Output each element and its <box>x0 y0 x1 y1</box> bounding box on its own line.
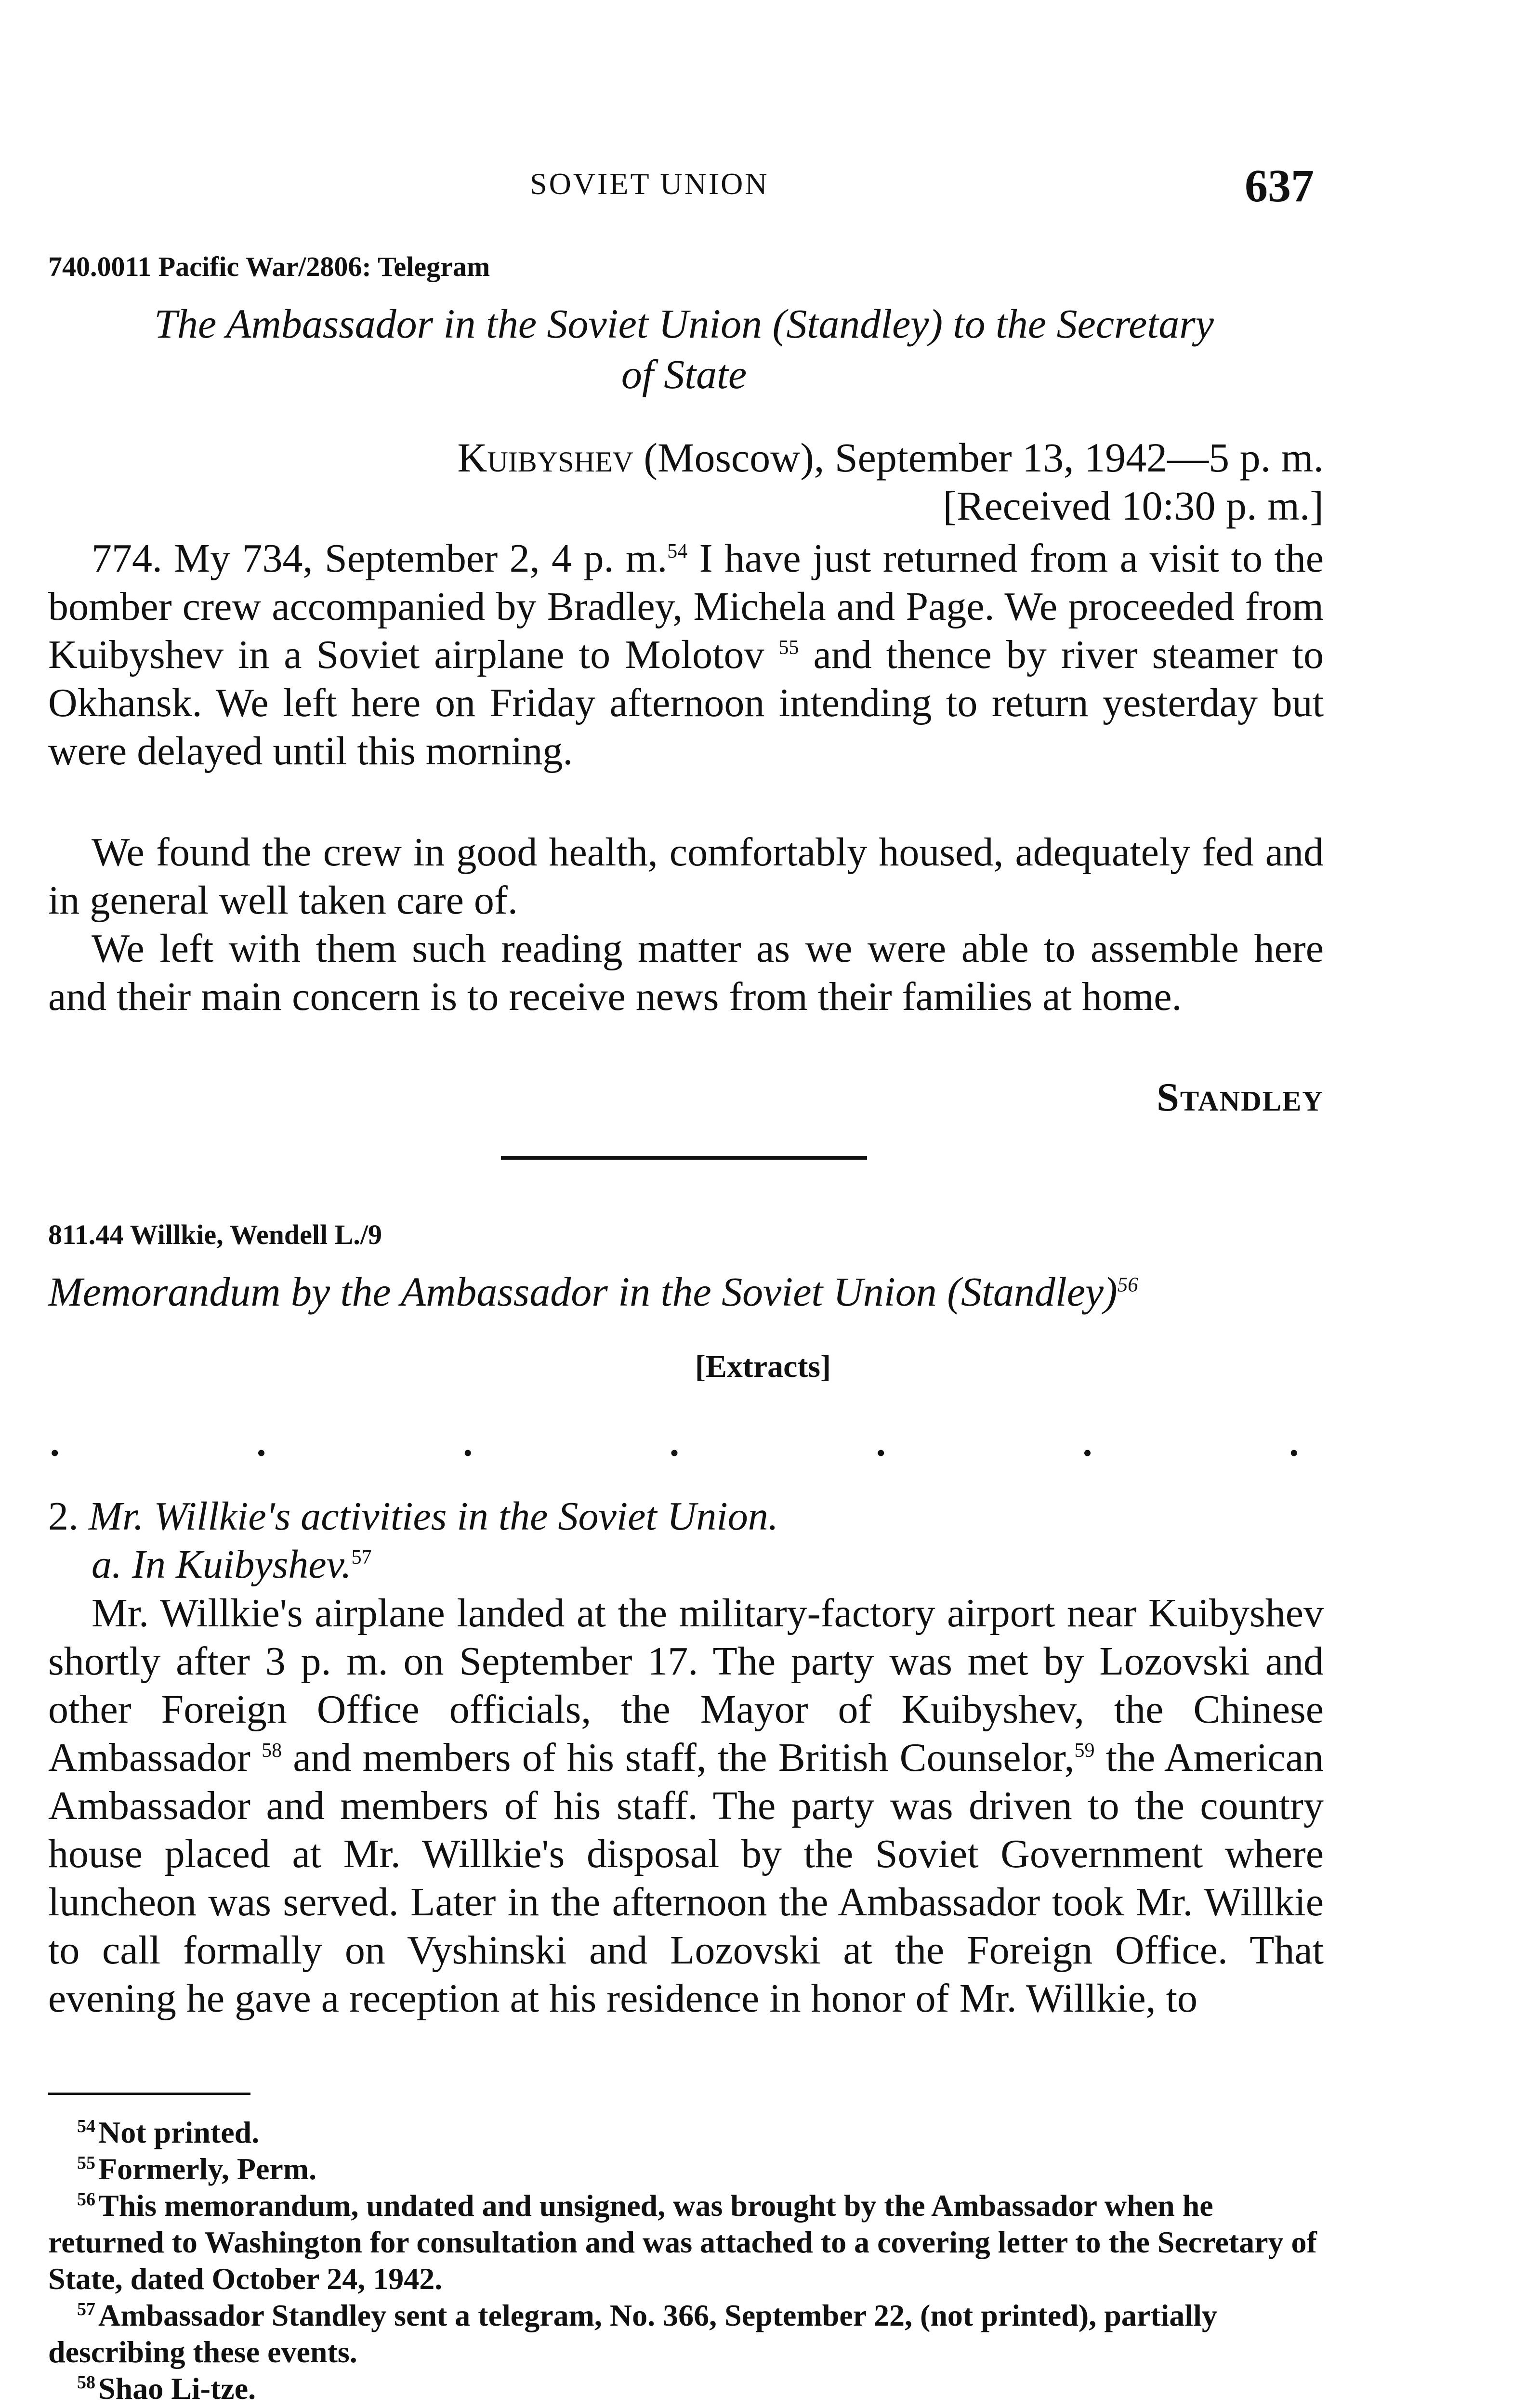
footnotes <box>48 2114 1324 2408</box>
ellipsis-dot: . <box>461 1408 474 1467</box>
ellipsis-dot: . <box>668 1408 681 1467</box>
ellipsis-dot: . <box>1080 1408 1094 1467</box>
subsection-title: In Kuibyshev. <box>132 1542 352 1587</box>
paragraph-text: 774. My 734, September 2, 4 p. m. <box>92 536 668 581</box>
paragraph-text: I have just returned from a visit to the bomber crew accompanied by Bradley, Michela and Page. We proceeded from Kuibyshev in a Soviet airplane to Molotov <box>48 536 1324 677</box>
subsection-letter: a. <box>92 1542 122 1587</box>
section-number: 2. <box>48 1494 79 1539</box>
footnote-rule <box>48 2093 250 2095</box>
subsection-heading <box>92 1541 372 1588</box>
footnote-text: This memorandum, undated and unsigned, was brought by the Ambassador when he returned to Washington for consultation and was attached to a covering letter to the Secretary of State, dated October 24, 1942. <box>48 2188 1317 2296</box>
signature: Standley <box>1157 1075 1324 1120</box>
section-divider <box>501 1156 867 1160</box>
footnote-ref: 58 <box>262 1740 282 1762</box>
footnote <box>48 2114 1324 2151</box>
received-line: [Received 10:30 p. m.] <box>943 483 1324 529</box>
paragraph: We found the crew in good health, comfortably housed, adequately fed and in general well taken care of. <box>48 830 1324 923</box>
page-number: 637 <box>1245 160 1314 211</box>
file-reference: 811.44 Willkie, Wendell L./9 <box>48 1219 382 1250</box>
ellipsis-dot: . <box>1287 1408 1301 1467</box>
paragraph-text: Mr. Willkie's airplane landed at the military-factory airport near Kuibyshev shortly after 3 p. m. on September 17. The party was met by Lozovski and other Foreign Office officials, the Mayor of Kuibyshev, the Chinese Ambassador <box>48 1591 1324 1780</box>
footnote-text: Not printed. <box>98 2115 260 2149</box>
section-heading <box>48 1493 778 1540</box>
ellipsis-dot: . <box>48 1408 62 1467</box>
footnote-ref: 59 <box>1074 1740 1095 1762</box>
footnote-ref: 57 <box>351 1546 372 1569</box>
paragraph <box>48 1589 1324 2023</box>
ellipsis-dot: . <box>254 1408 268 1467</box>
ellipsis-row <box>48 1408 1301 1467</box>
title-line: of State <box>621 351 747 397</box>
document-title <box>48 1267 1320 1317</box>
extracts-label: [Extracts] <box>695 1349 831 1384</box>
footnote <box>48 2187 1324 2297</box>
paragraph <box>48 535 1324 775</box>
footnote-mark: 54 <box>77 2116 95 2136</box>
dateline-place: Kuibyshev <box>457 434 633 481</box>
section-title: Mr. Willkie's activities in the Soviet Union. <box>89 1494 778 1539</box>
footnote-mark: 57 <box>77 2299 95 2319</box>
paragraph: We left with them such reading matter as we were able to assemble here and their main concern is to receive news from their families at home. <box>48 926 1324 1019</box>
footnote <box>48 2370 1324 2407</box>
dateline-rest: (Moscow), September 13, 1942—5 p. m. <box>633 434 1324 481</box>
paragraph-text: the American Ambassador and members of his staff. The party was driven to the country house placed at Mr. Willkie's disposal by the Soviet Government where luncheon was served. Later in the afternoon the Ambassador took Mr. Willkie to call formally on Vyshinski and Lozovski at the Foreign Office. That evening he gave a reception at his residence in honor of Mr. Willkie, to <box>48 1735 1324 2021</box>
footnote-mark: 56 <box>77 2189 95 2210</box>
title-text: Memorandum by the Ambassador in the Soviet Union (Standley) <box>48 1269 1118 1315</box>
footnote-ref: 55 <box>778 637 799 659</box>
footnote-ref: 56 <box>1117 1273 1138 1296</box>
title-line: The Ambassador in the Soviet Union (Standley) to the Secretary <box>154 301 1214 347</box>
document-title <box>48 299 1320 400</box>
footnote <box>48 2297 1324 2370</box>
footnote-text: Shao Li-tze. <box>98 2371 256 2406</box>
footnote-ref: 54 <box>667 540 688 563</box>
footnote-text: Ambassador Standley sent a telegram, No. 366, September 22, (not printed), partially describing these events. <box>48 2298 1217 2369</box>
file-reference: 740.0011 Pacific War/2806: Telegram <box>48 251 490 282</box>
footnote-mark: 55 <box>77 2152 95 2173</box>
paragraph-text: and thence by river steamer to Okhansk. We left here on Friday afternoon intending to return yesterday but were delayed until this morning. <box>48 632 1324 773</box>
footnote <box>48 2151 1324 2187</box>
ellipsis-dot: . <box>874 1408 888 1467</box>
footnote-text: Formerly, Perm. <box>98 2152 317 2186</box>
footnote-mark: 58 <box>77 2372 95 2393</box>
paragraph-text: and members of his staff, the British Counselor, <box>282 1735 1075 1780</box>
running-head: SOVIET UNION <box>530 167 769 201</box>
dateline <box>457 433 1324 482</box>
